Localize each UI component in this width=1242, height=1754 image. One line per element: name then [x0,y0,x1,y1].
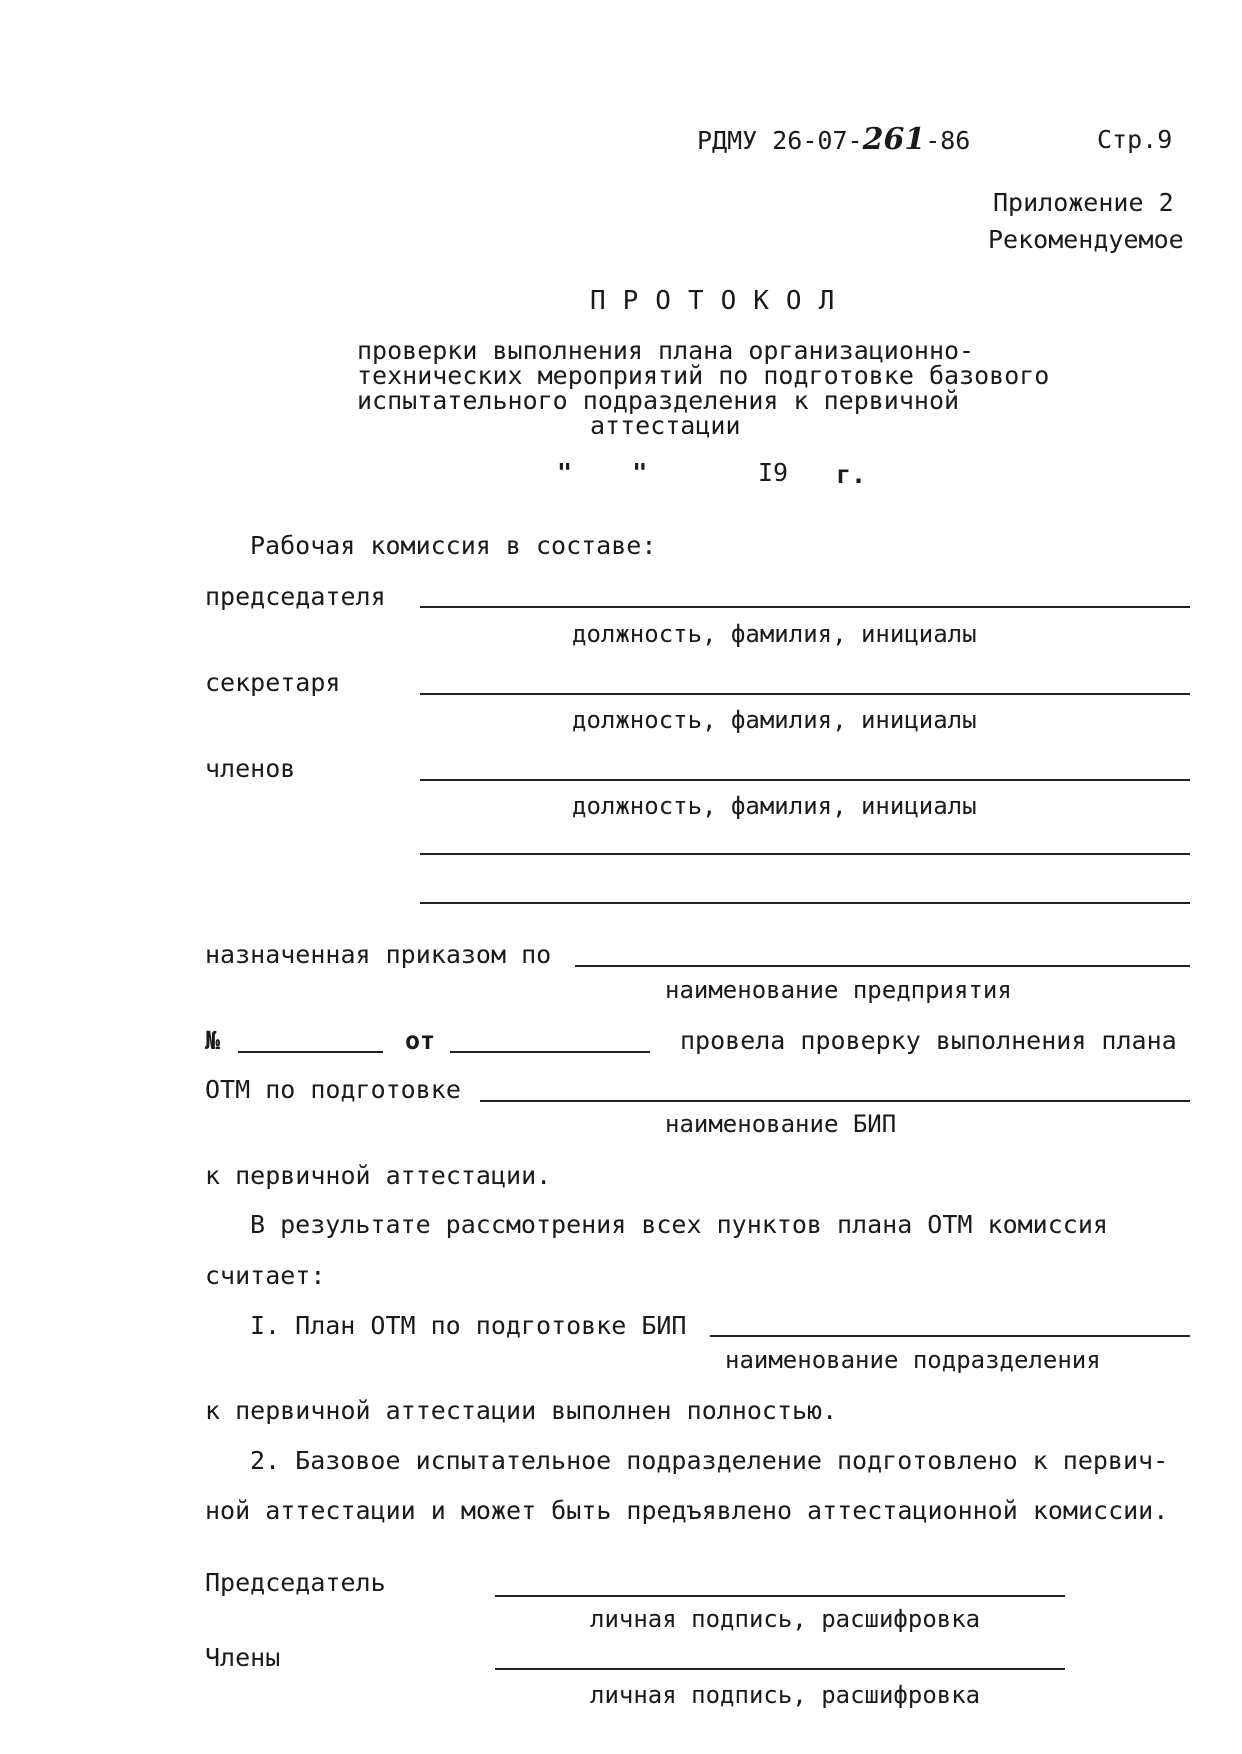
signature-chairman-line [495,1595,1065,1597]
subtitle-line-4: аттестации [590,411,741,440]
chairman-label: председателя [205,582,386,611]
signature-chairman-caption: личная подпись, расшифровка [590,1605,981,1633]
appendix-label: Приложение 2 [993,188,1174,217]
chairman-line [420,606,1190,608]
bip-line [480,1100,1190,1102]
secretary-caption: должность, фамилия, инициалы [572,706,977,734]
document-code-prefix: РДМУ 26-07- [697,126,863,155]
attestation-text: к первичной аттестации. [205,1161,552,1190]
from-label: от [405,1026,436,1055]
chairman-caption: должность, фамилия, инициалы [572,620,977,648]
document-code [697,122,971,157]
subtitle-line-3: испытательного подразделения к первичной [357,386,960,415]
otm-label: ОТМ по подготовке [205,1075,461,1104]
enterprise-caption: наименование предприятия [665,976,1012,1004]
signature-members-caption: личная подпись, расшифровка [590,1681,981,1709]
item-2-line-2: ной аттестации и может быть предъявлено аттестационной комиссии. [205,1496,1169,1525]
date-year-suffix: г. [836,460,867,489]
subtitle-line-2: технических мероприятий по подготовке базового [357,361,1050,390]
order-date-line [450,1051,650,1053]
item-1-end: к первичной аттестации выполнен полностью. [205,1396,838,1425]
check-text: провела проверку выполнения плана [680,1026,1177,1055]
members-line [420,779,1190,781]
secretary-label: секретаря [205,668,341,697]
document-code-handwritten: 261 [862,122,926,157]
commission-intro: Рабочая комиссия в составе: [250,531,657,560]
secretary-line [420,693,1190,695]
appointed-by-order-label: назначенная приказом по [205,940,552,969]
division-caption: наименование подразделения [725,1346,1101,1374]
subtitle-line-1: проверки выполнения плана организационно- [357,336,975,365]
recommendation-status: Рекомендуемое [988,225,1184,254]
page-number: Стр.9 [1097,125,1173,154]
division-line [710,1335,1190,1337]
date-year: I9 [758,458,789,487]
document-code-suffix: -86 [925,126,971,155]
members-line-2 [420,853,1190,855]
signature-chairman-label: Председатель [205,1568,386,1597]
protocol-heading: ПРОТОКОЛ [590,286,852,316]
item-1-text: I. План ОТМ по подготовке БИП [250,1311,687,1340]
members-label: членов [205,754,296,783]
result-intro-line-2: считает: [205,1261,326,1290]
signature-members-line [495,1668,1065,1670]
members-line-3 [420,902,1190,904]
members-caption: должность, фамилия, инициалы [572,792,977,820]
enterprise-line [575,965,1190,967]
item-2-line-1: 2. Базовое испытательное подразделение подготовлено к первич- [250,1446,1169,1475]
date-quotes: " " [557,458,648,487]
number-sign: № [205,1026,221,1055]
bip-caption: наименование БИП [665,1110,897,1138]
order-number-line [238,1051,383,1053]
result-intro-line-1: В результате рассмотрения всех пунктов плана ОТМ комиссия [250,1210,1108,1239]
signature-members-label: Члены [205,1643,281,1672]
